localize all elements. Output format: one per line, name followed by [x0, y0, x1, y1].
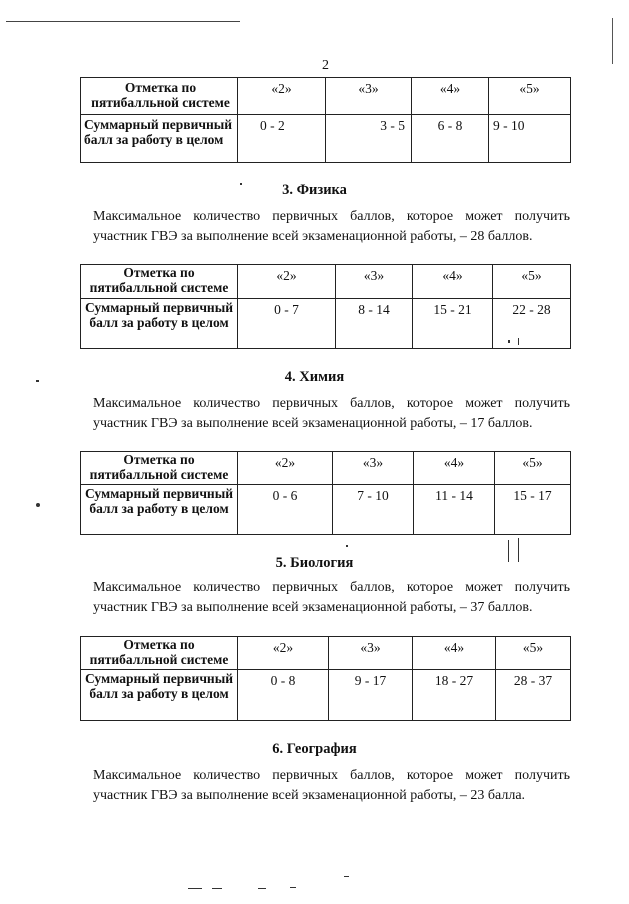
- section-title-biology: 5. Биология: [275, 555, 354, 571]
- text-line: Максимальное количество первичных баллов, которое может получить: [93, 580, 570, 595]
- scan-speck: [212, 888, 222, 889]
- grade-table-1: [80, 77, 571, 163]
- scan-speck: [290, 887, 296, 888]
- header-rule: [6, 21, 240, 22]
- range-cell: 8 - 14: [336, 299, 413, 349]
- grade-cell: «5»: [496, 637, 571, 670]
- grade-cell: «3»: [329, 637, 413, 670]
- grade-cell: «5»: [495, 452, 571, 485]
- table-header-row: [81, 78, 571, 115]
- range-cell: 15 - 17: [495, 485, 571, 535]
- grade-table-2: [80, 264, 571, 349]
- grade-cell: «5»: [493, 265, 571, 299]
- grade-cell: «4»: [413, 265, 493, 299]
- range-cell: 0 - 6: [238, 485, 333, 535]
- table-header-row: [81, 265, 571, 299]
- table-score-row: [81, 485, 571, 535]
- header-label-cell: Отметка по пятибалльной системе: [81, 637, 238, 670]
- text-line: Максимальное количество первичных баллов, которое может получить: [93, 768, 570, 783]
- range-cell: 15 - 21: [413, 299, 493, 349]
- grade-cell: «4»: [413, 637, 496, 670]
- scan-speck: [36, 503, 40, 507]
- scan-speck: [188, 888, 202, 889]
- text-line: Максимальное количество первичных баллов, которое может получить: [93, 209, 570, 224]
- row-label-cell: Суммарный первичный балл за работу в целом: [81, 299, 238, 349]
- grade-cell: «5»: [489, 78, 571, 115]
- range-cell: 0 - 7: [238, 299, 336, 349]
- section-title-geography: 6. География: [272, 741, 357, 757]
- page-number: 2: [322, 58, 329, 73]
- scan-speck: [346, 545, 348, 547]
- table-header-row: [81, 452, 571, 485]
- grade-cell: «2»: [238, 452, 333, 485]
- range-cell: 18 - 27: [413, 670, 496, 721]
- scan-speck: [518, 338, 519, 345]
- section-text-chemistry: [93, 394, 570, 414]
- row-label-cell: Суммарный первичный балл за работу в целом: [81, 670, 238, 721]
- range-cell: 9 - 17: [329, 670, 413, 721]
- section-text-chemistry-2: [93, 414, 570, 434]
- grade-cell: «3»: [326, 78, 412, 115]
- grade-cell: «2»: [238, 78, 326, 115]
- scan-speck: [344, 876, 349, 877]
- grade-cell: «2»: [238, 265, 336, 299]
- section-text-physics: [93, 207, 570, 227]
- text-line: участник ГВЭ за выполнение всей экзаменационной работы, – 23 балла.: [93, 788, 526, 803]
- grade-table-4: [80, 636, 571, 721]
- scan-speck: [258, 888, 266, 889]
- row-label-cell: Суммарный первичный балл за работу в целом: [81, 485, 238, 535]
- grade-table-3: [80, 451, 571, 535]
- section-text-physics-2: [93, 227, 570, 247]
- margin-rule: [612, 18, 613, 64]
- text-line: участник ГВЭ за выполнение всей экзаменационной работы, – 17 баллов.: [93, 416, 533, 431]
- section-text-geography-2: [93, 786, 570, 806]
- text-line: участник ГВЭ за выполнение всей экзаменационной работы, – 37 баллов.: [93, 600, 533, 615]
- row-label-cell: Суммарный первичный балл за работу в целом: [81, 115, 238, 163]
- table-header-row: [81, 637, 571, 670]
- range-cell: 0 - 2: [238, 115, 326, 163]
- range-cell: 11 - 14: [414, 485, 495, 535]
- text-line: Максимальное количество первичных баллов, которое может получить: [93, 396, 570, 411]
- table-score-row: [81, 670, 571, 721]
- section-text-biology-2: [93, 598, 570, 618]
- grade-cell: «4»: [414, 452, 495, 485]
- text-line: участник ГВЭ за выполнение всей экзаменационной работы, – 28 баллов.: [93, 229, 533, 244]
- header-label-cell: Отметка по пятибалльной системе: [81, 265, 238, 299]
- section-title-physics: 3. Физика: [282, 182, 347, 198]
- grade-cell: «3»: [336, 265, 413, 299]
- range-cell: 3 - 5: [326, 115, 412, 163]
- range-cell: 22 - 28: [493, 299, 571, 349]
- table-score-row: [81, 115, 571, 163]
- range-cell: 6 - 8: [412, 115, 489, 163]
- scan-speck: [508, 340, 510, 343]
- grade-cell: «4»: [412, 78, 489, 115]
- grade-cell: «3»: [333, 452, 414, 485]
- table-score-row: [81, 299, 571, 349]
- range-cell: 9 - 10: [489, 115, 571, 163]
- section-text-biology: [93, 578, 570, 598]
- range-cell: 7 - 10: [333, 485, 414, 535]
- section-title-chemistry: 4. Химия: [284, 369, 345, 385]
- range-cell: 28 - 37: [496, 670, 571, 721]
- section-text-geography: [93, 766, 570, 786]
- header-label-cell: Отметка по пятибалльной системе: [81, 452, 238, 485]
- header-label-cell: Отметка по пятибалльной системе: [81, 78, 238, 115]
- grade-cell: «2»: [238, 637, 329, 670]
- range-cell: 0 - 8: [238, 670, 329, 721]
